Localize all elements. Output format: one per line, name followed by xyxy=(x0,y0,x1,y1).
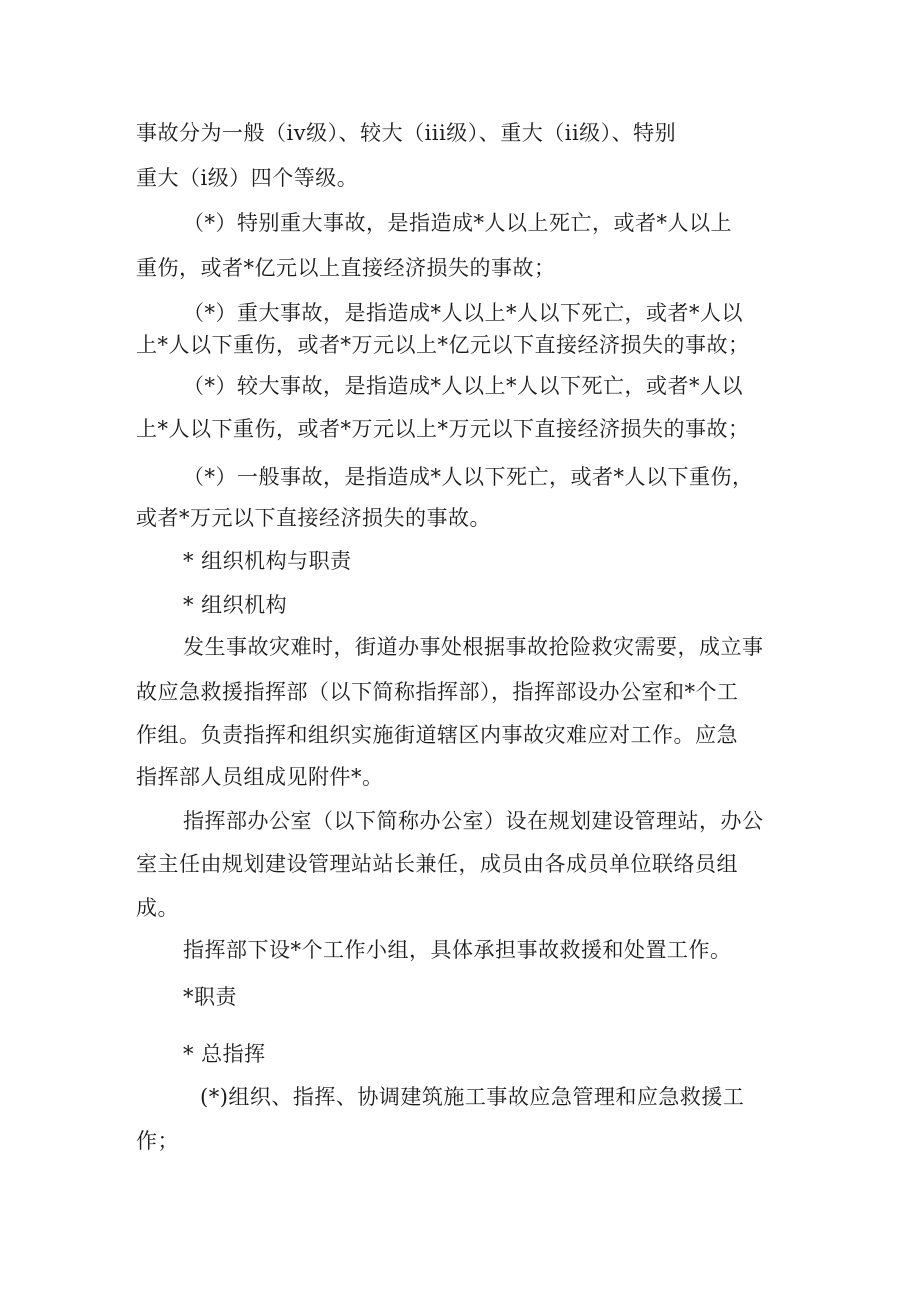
text-line: 事故分为一般（iv级）、较大（iii级）、重大（ii级）、特别 xyxy=(136,121,677,145)
text-line: 指挥部下设*个工作小组，具体承担事故救援和处置工作。 xyxy=(183,938,732,962)
text-line: 成。 xyxy=(136,896,179,920)
text-line: 重大（i级）四个等级。 xyxy=(136,166,359,190)
text-line: 上*人以下重伤，或者*万元以上*亿元以下直接经济损失的事故； xyxy=(136,333,750,357)
text-line: 重伤，或者*亿元以上直接经济损失的事故； xyxy=(136,256,556,280)
text-line: 指挥部人员组成见附件*。 xyxy=(136,765,384,789)
text-line: 上*人以下重伤，或者*万元以上*万元以下直接经济损失的事故； xyxy=(136,417,750,441)
text-line: （*）特别重大事故，是指造成*人以上死亡，或者*人以上 xyxy=(183,211,732,235)
text-line: 作组。负责指挥和组织实施街道辖区内事故灾难应对工作。应急 xyxy=(136,723,738,747)
section-heading: *职责 xyxy=(183,985,237,1009)
text-line: 或者*万元以下直接经济损失的事故。 xyxy=(136,506,491,530)
text-line: (*)组织、指挥、协调建筑施工事故应急管理和应急救援工 xyxy=(200,1085,745,1109)
section-heading: * 总指挥 xyxy=(183,1042,266,1066)
section-heading: * 组织机构与职责 xyxy=(183,549,352,573)
text-line: 室主任由规划建设管理站站长兼任，成员由各成员单位联络员组 xyxy=(136,852,738,876)
text-line: 作； xyxy=(136,1129,179,1153)
section-heading: * 组织机构 xyxy=(183,593,288,617)
text-line: （*）一般事故，是指造成*人以下死亡，或者*人以下重伤， xyxy=(183,465,754,489)
text-line: （*）较大事故，是指造成*人以上*人以下死亡，或者*人以 xyxy=(183,374,743,398)
text-line: （*）重大事故，是指造成*人以上*人以下死亡，或者*人以 xyxy=(183,301,743,325)
text-line: 故应急救援指挥部（以下简称指挥部），指挥部设办公室和*个工 xyxy=(136,680,739,704)
text-line: 发生事故灾难时，街道办事处根据事故抢险救灾需要，成立事 xyxy=(183,635,764,659)
text-line: 指挥部办公室（以下简称办公室）设在规划建设管理站，办公 xyxy=(183,809,764,833)
